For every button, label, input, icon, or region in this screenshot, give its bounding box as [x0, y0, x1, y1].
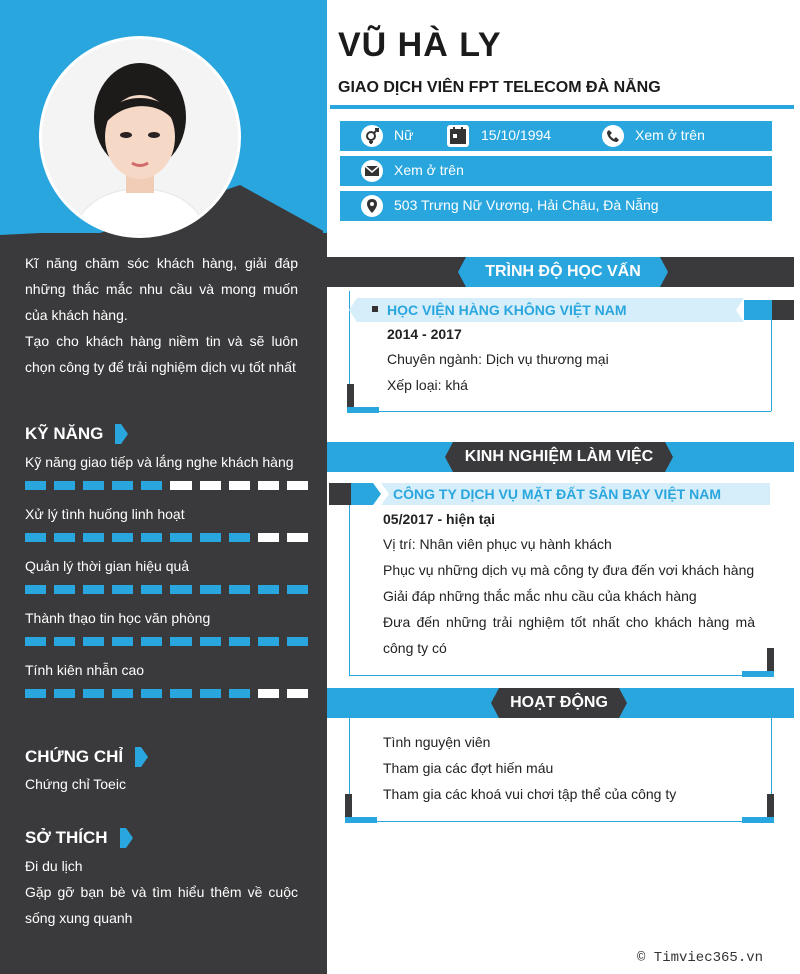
summary-line: chọn công ty để trải nghiệm dịch vụ tốt nhất	[25, 359, 296, 375]
skill-segment-filled	[141, 533, 162, 542]
skill-segment-empty	[258, 481, 279, 490]
skill-segment-filled	[25, 689, 46, 698]
skill-level-bar	[25, 689, 308, 698]
gender-icon	[361, 125, 383, 147]
certificate-item: Chứng chỉ Toeic	[25, 776, 126, 792]
skill-segment-filled	[141, 689, 162, 698]
skill-name: Thành thạo tin học văn phòng	[25, 610, 211, 626]
experience-title: KINH NGHIỆM LÀM VIỆC	[464, 448, 654, 465]
skill-segment-filled	[83, 689, 104, 698]
skill-segment-empty	[200, 481, 221, 490]
contact-row-1	[340, 121, 772, 151]
calendar-icon	[447, 125, 469, 147]
corner-block	[347, 407, 379, 413]
skill-level-bar	[25, 585, 308, 594]
frame-line	[349, 821, 771, 822]
phone-icon	[602, 125, 624, 147]
skill-segment-filled	[83, 533, 104, 542]
skill-segment-filled	[170, 689, 191, 698]
career-summary	[25, 250, 298, 380]
experience-line: công ty có	[383, 640, 447, 656]
birthday-value: 15/10/1994	[481, 127, 552, 143]
skill-segment-filled	[112, 689, 133, 698]
skill-segment-filled	[83, 585, 104, 594]
skill-segment-empty	[287, 689, 308, 698]
skill-segment-filled	[287, 585, 308, 594]
activity-line: Tham gia các khoá vui chơi tập thể của công ty	[383, 786, 677, 802]
avatar	[39, 36, 241, 238]
skill-segment-filled	[25, 585, 46, 594]
skill-segment-empty	[258, 533, 279, 542]
hobby-line: Gặp gỡ bạn bè và tìm hiểu thêm về cuộc	[25, 884, 298, 900]
candidate-name: VŨ HÀ LY	[338, 26, 502, 64]
phone-value: Xem ở trên	[635, 127, 705, 143]
skill-segment-filled	[54, 585, 75, 594]
skill-name: Xử lý tình huống linh hoạt	[25, 506, 185, 522]
skill-name: Quản lý thời gian hiệu quả	[25, 558, 190, 574]
skill-segment-empty	[170, 481, 191, 490]
hobbies-heading	[25, 828, 134, 848]
skill-segment-filled	[112, 585, 133, 594]
frame-line	[349, 675, 771, 676]
experience-line: Đưa đến những trải nghiệm tốt nhất cho khách hàng mà	[383, 614, 755, 630]
skill-segment-filled	[54, 689, 75, 698]
summary-line: những thắc mắc nhu cầu và mong muốn	[25, 281, 298, 297]
corner-block	[742, 817, 774, 823]
skill-segment-filled	[25, 637, 46, 646]
skill-segment-filled	[200, 689, 221, 698]
skill-name: Kỹ năng giao tiếp và lắng nghe khách hàng	[25, 454, 294, 470]
hobbies-text	[25, 853, 298, 931]
summary-line: Tạo cho khách hàng niềm tin và sẽ luôn	[25, 333, 298, 349]
skill-level-bar	[25, 637, 308, 646]
summary-line: của khách hàng.	[25, 307, 128, 323]
summary-line: Kĩ năng chăm sóc khách hàng, giải đáp	[25, 255, 298, 271]
school-name: HỌC VIỆN HÀNG KHÔNG VIỆT NAM	[387, 302, 627, 318]
skill-segment-filled	[141, 585, 162, 594]
heading-arrow-icon	[120, 828, 134, 848]
gender-value: Nữ	[394, 127, 414, 143]
frame-line	[349, 505, 350, 675]
education-period: 2014 - 2017	[387, 326, 462, 342]
skill-segment-filled	[83, 481, 104, 490]
skill-segment-filled	[258, 585, 279, 594]
skill-segment-filled	[112, 637, 133, 646]
corner-block	[345, 817, 377, 823]
activity-line: Tình nguyện viên	[383, 734, 491, 750]
skill-segment-filled	[229, 585, 250, 594]
skill-segment-empty	[287, 533, 308, 542]
hobby-line: sống xung quanh	[25, 910, 133, 926]
skill-segment-filled	[25, 481, 46, 490]
skills-heading	[25, 424, 129, 444]
skill-level-bar	[25, 533, 308, 542]
email-value: Xem ở trên	[394, 162, 464, 178]
email-icon	[361, 160, 383, 182]
hobbies-title: SỞ THÍCH	[25, 828, 108, 847]
skill-segment-filled	[112, 481, 133, 490]
skill-segment-filled	[287, 637, 308, 646]
frame-line	[771, 320, 772, 411]
experience-line: Vị trí: Nhân viên phục vụ hành khách	[383, 536, 612, 552]
certificates-heading	[25, 747, 149, 767]
skill-segment-filled	[170, 533, 191, 542]
skill-segment-empty	[287, 481, 308, 490]
skill-segment-filled	[200, 533, 221, 542]
skill-segment-filled	[83, 637, 104, 646]
skill-segment-empty	[258, 689, 279, 698]
skill-segment-empty	[229, 481, 250, 490]
address-value: 503 Trưng Nữ Vương, Hải Châu, Đà Nẵng	[394, 197, 659, 213]
skill-segment-filled	[112, 533, 133, 542]
company-name: CÔNG TY DỊCH VỤ MẶT ĐẤT SÂN BAY VIỆT NAM	[393, 486, 721, 502]
education-grade: Xếp loại: khá	[387, 377, 468, 393]
activity-line: Tham gia các đợt hiến máu	[383, 760, 554, 776]
education-major: Chuyên ngành: Dịch vụ thương mại	[387, 351, 609, 367]
skill-segment-filled	[54, 533, 75, 542]
frame-line	[349, 411, 771, 412]
activities-title: HOẠT ĐỘNG	[510, 694, 608, 711]
skill-segment-filled	[25, 533, 46, 542]
experience-line: Phục vụ những dịch vụ mà công ty đưa đến vơi khách hàng	[383, 562, 755, 578]
heading-arrow-icon	[135, 747, 149, 767]
skill-segment-filled	[200, 585, 221, 594]
corner-block	[742, 671, 774, 677]
skill-segment-filled	[141, 481, 162, 490]
heading-arrow-icon	[115, 424, 129, 444]
hobby-line: Đi du lịch	[25, 858, 83, 874]
job-title: GIAO DỊCH VIÊN FPT TELECOM ĐÀ NẴNG	[338, 79, 661, 96]
location-icon	[361, 195, 383, 217]
skill-segment-filled	[229, 533, 250, 542]
contact-row-3	[340, 191, 772, 221]
experience-line: Giải đáp những thắc mắc nhu cầu của khách hàng	[383, 588, 697, 604]
skill-segment-filled	[200, 637, 221, 646]
skill-segment-filled	[54, 637, 75, 646]
skill-segment-filled	[170, 585, 191, 594]
education-title: TRÌNH ĐỘ HỌC VẤN	[485, 263, 641, 280]
skills-title: KỸ NĂNG	[25, 424, 104, 443]
skill-segment-filled	[141, 637, 162, 646]
contact-row-2	[340, 156, 772, 186]
footer-credit: © Timviec365.vn	[637, 950, 764, 966]
certificates-title: CHỨNG CHỈ	[25, 747, 124, 766]
skill-segment-filled	[229, 689, 250, 698]
skill-segment-filled	[170, 637, 191, 646]
skill-segment-filled	[54, 481, 75, 490]
skill-level-bar	[25, 481, 308, 490]
bullet-icon	[372, 306, 378, 312]
skill-segment-filled	[229, 637, 250, 646]
skill-name: Tính kiên nhẫn cao	[25, 662, 145, 678]
skill-segment-filled	[258, 637, 279, 646]
experience-period: 05/2017 - hiện tại	[383, 511, 496, 527]
